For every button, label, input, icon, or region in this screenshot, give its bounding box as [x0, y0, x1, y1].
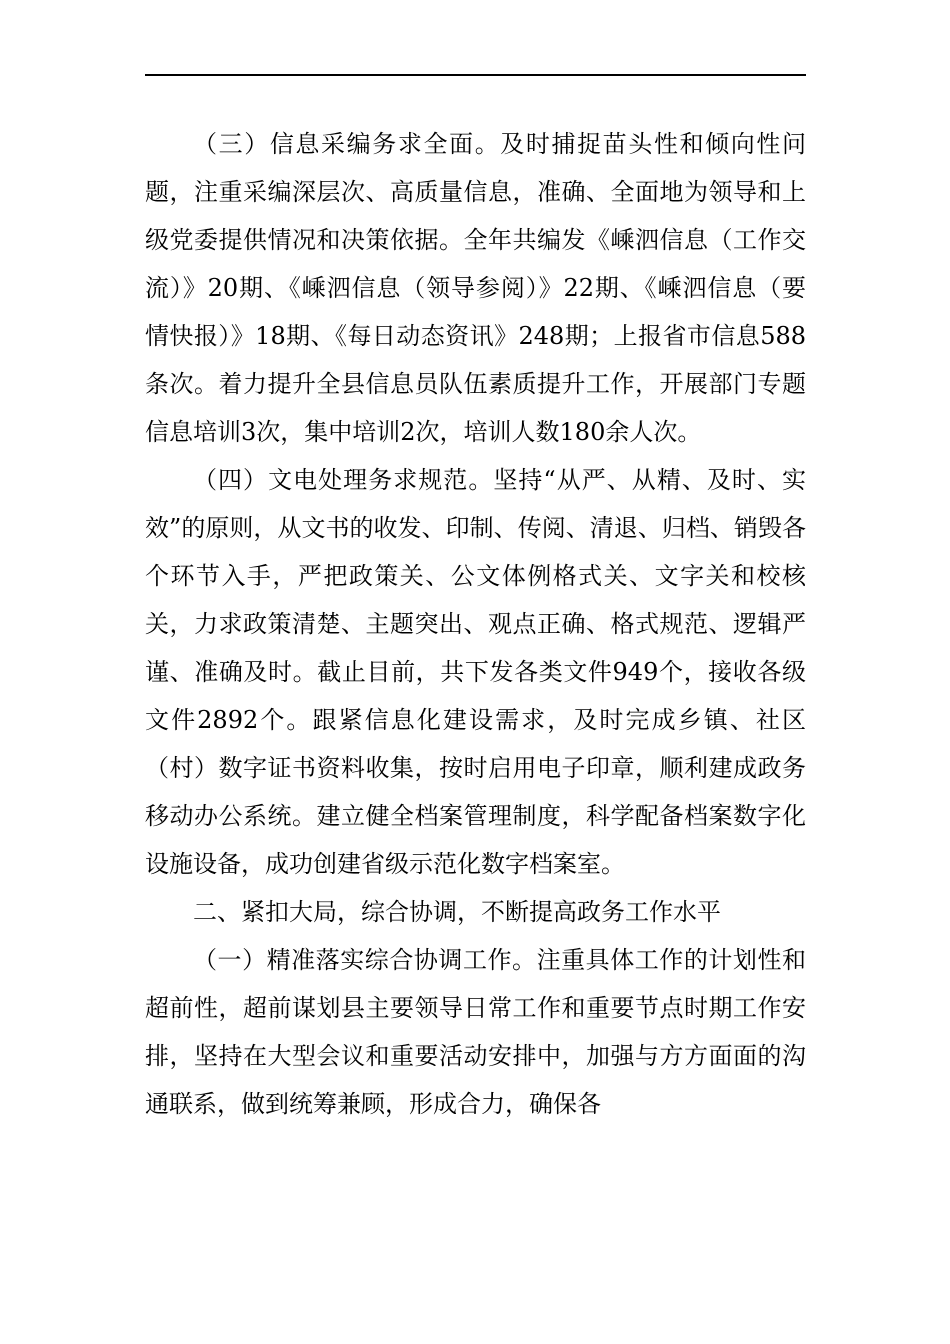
- section-heading-two: 二、紧扣大局，综合协调，不断提高政务工作水平: [193, 898, 721, 926]
- header-rule: [145, 74, 806, 76]
- paragraph-coordination: （一）精准落实综合协调工作。注重具体工作的计划性和超前性，超前谋划县主要领导日常工作和重要节点时期工作安排，坚持在大型会议和重要活动安排中，加强与方方面面的沟通联系，做到统筹兼顾，形成合力，确保各: [145, 946, 806, 1118]
- paragraph-document-processing: （四）文电处理务求规范。坚持“从严、从精、及时、实效”的原则，从文书的收发、印制、传阅、清退、归档、销毁各个环节入手，严把政策关、公文体例格式关、文字关和校核关，力求政策清楚、主题突出、观点正确、格式规范、逻辑严谨、准确及时。截止目前，共下发各类文件949个，接收各级文件2892个。跟紧信息化建设需求，及时完成乡镇、社区（村）数字证书资料收集，按时启用电子印章，顺利建成政务移动办公系统。建立健全档案管理制度，科学配备档案数字化设施设备，成功创建省级示范化数字档案室。: [145, 466, 806, 878]
- document-body: [145, 120, 806, 1128]
- paragraph-info-collection: （三）信息采编务求全面。及时捕捉苗头性和倾向性问题，注重采编深层次、高质量信息，准确、全面地为领导和上级党委提供情况和决策依据。全年共编发《嵊泗信息（工作交流）》20期、《嵊泗信息（领导参阅）》22期、《嵊泗信息（要情快报）》18期、《每日动态资讯》248期；上报省市信息588条次。着力提升全县信息员队伍素质提升工作，开展部门专题信息培训3次，集中培训2次，培训人数180余人次。: [145, 130, 806, 446]
